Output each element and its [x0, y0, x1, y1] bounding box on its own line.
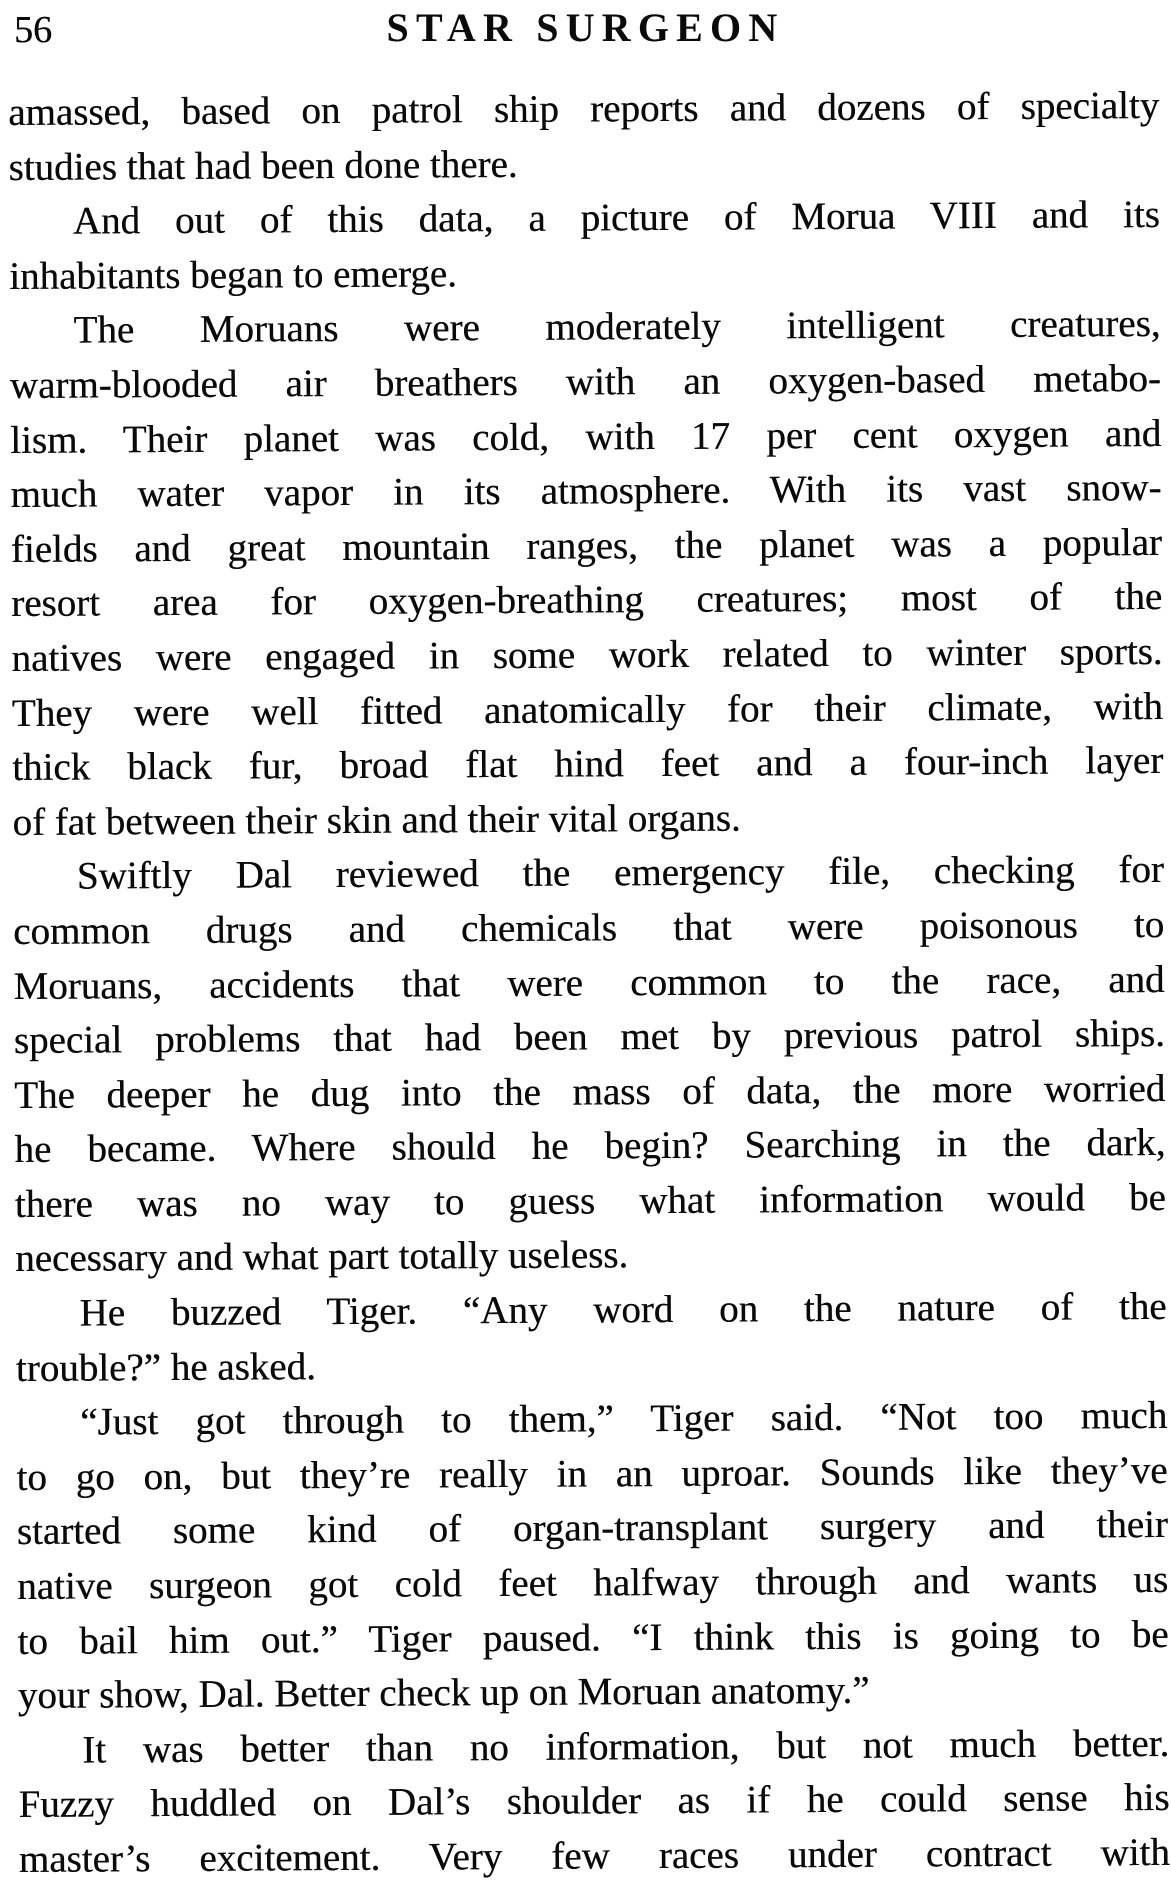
text-line: native surgeon got cold feet halfway through and wants us	[17, 1557, 1169, 1609]
text-line: thick black fur, broad flat hind feet and a four-inch layer	[12, 739, 1164, 790]
text-line: special problems that had been met by previous patrol ships.	[13, 1012, 1165, 1063]
text-line: Moruans, accidents that were common to the race, and	[13, 957, 1165, 1008]
running-title: STAR SURGEON	[386, 5, 785, 50]
text-line: inhabitants began to emerge.	[9, 252, 457, 298]
text-lines	[8, 79, 1170, 1888]
text-line: started some kind of organ-transplant surgery and their	[16, 1503, 1168, 1554]
text-line: necessary and what part totally useless.	[15, 1233, 629, 1281]
page-number: 56	[14, 9, 52, 51]
text-line: And out of this data, a picture of Morua VIII and its	[72, 193, 1160, 243]
text-line: It was better than no information, but not much better.	[82, 1721, 1170, 1772]
text-line: trouble?” he asked.	[15, 1344, 316, 1390]
text-line: fields and great mountain ranges, the planet was a popular	[10, 520, 1162, 571]
text-line: your show, Dal. Better check up on Moruan anatomy.”	[17, 1668, 870, 1718]
text-line: master’s excitement. Very few races under contract with	[18, 1830, 1170, 1881]
text-line: to go on, but they’re really in an uproar. Sounds like they’ve	[16, 1448, 1168, 1499]
text-line: natives were engaged in some work related to winter sports.	[11, 629, 1163, 680]
text-line: amassed, based on patrol ship reports and dozens of specialty	[8, 83, 1160, 134]
text-line: he became. Where should he begin? Searching in the dark,	[14, 1121, 1166, 1172]
page-header	[0, 0, 1171, 64]
text-line: of fat between their skin and their vital organs.	[12, 796, 741, 844]
text-line: studies that had been done there.	[8, 142, 518, 189]
text-line: He buzzed Tiger. “Any word on the nature of the	[79, 1285, 1167, 1335]
text-line: Fuzzy huddled on Dal’s shoulder as if he could sense his	[18, 1776, 1170, 1827]
text-line: there was no way to guess what information would be	[14, 1175, 1166, 1226]
text-line: common drugs and chemicals that were poisonous to	[13, 902, 1165, 953]
text-line: resort area for oxygen-breathing creatures; most of the	[11, 575, 1163, 626]
text-line: lism. Their planet was cold, with 17 per cent oxygen and	[10, 411, 1162, 462]
text-line: They were well fitted anatomically for their climate, with	[11, 684, 1163, 735]
text-line: “Just got through to them,” Tiger said. “Not too much	[80, 1394, 1168, 1444]
text-line: Swiftly Dal reviewed the emergency file, checking for	[76, 848, 1164, 898]
text-line: warm-blooded air breathers with an oxygen-based metabo-	[9, 356, 1161, 407]
text-line: The Moruans were moderately intelligent creatures,	[73, 302, 1161, 352]
text-line: to bail him out.” Tiger paused. “I think this is going to be	[17, 1612, 1169, 1663]
text-line: much water vapor in its atmosphere. With its vast snow-	[10, 466, 1162, 517]
text-line: The deeper he dug into the mass of data, the more worried	[14, 1066, 1166, 1117]
